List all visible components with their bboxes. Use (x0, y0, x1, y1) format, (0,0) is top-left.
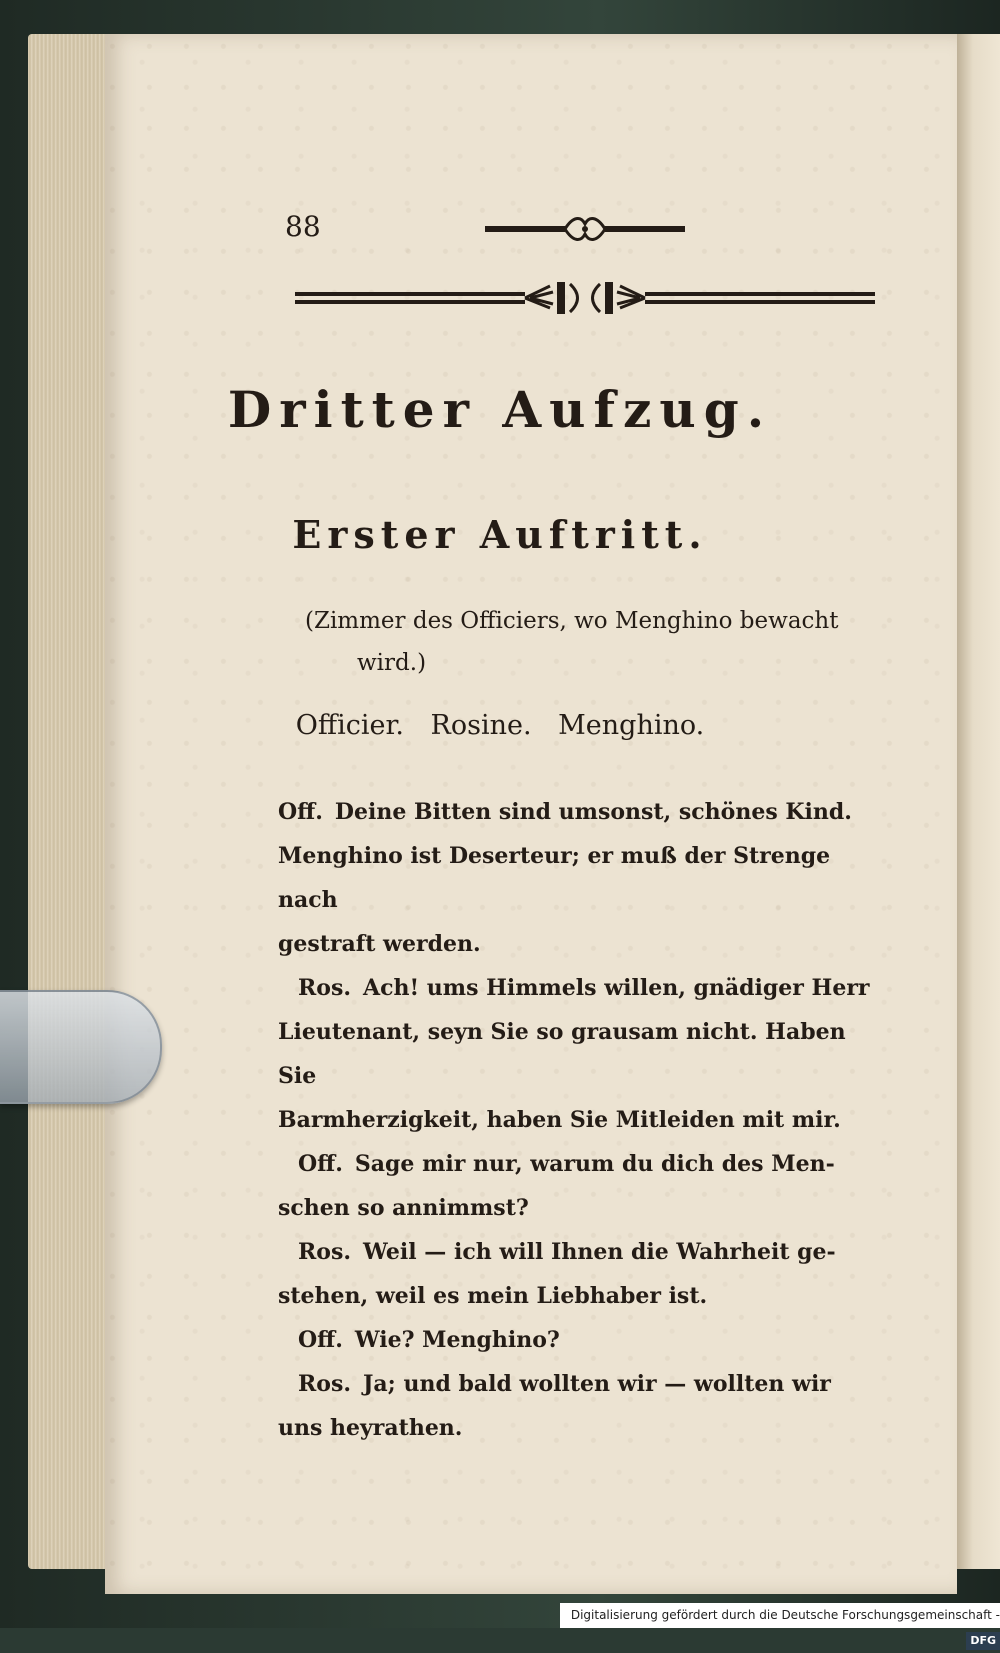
dialogue-text: Ach! ums Himmels willen, gnädiger Herr (363, 975, 870, 1001)
dfg-logo: DFG (966, 1632, 1000, 1650)
dialogue-line (278, 966, 878, 1010)
dialogue-line: stehen, weil es mein Liebhaber ist. (278, 1283, 708, 1309)
stage-direction (305, 600, 895, 684)
dialogue-line: gestraft werden. (278, 931, 481, 957)
speaker-name: Ros. (298, 1371, 352, 1397)
stage-direction-line: wird.) (357, 650, 427, 676)
dialogue-text: Ja; und bald wollten wir — wollten wir (363, 1371, 831, 1397)
speaker-name: Off. (298, 1327, 343, 1353)
speaker-name: Off. (298, 1151, 343, 1177)
dialogue-line (278, 1362, 878, 1406)
dialogue-line: uns heyrathen. (278, 1415, 463, 1441)
character-list: Officier. Rosine. Menghino. (295, 710, 705, 741)
dialogue-line (278, 1142, 878, 1186)
speaker-name: Off. (278, 799, 323, 825)
funding-footer (560, 1603, 1000, 1647)
speaker-name: Ros. (298, 975, 352, 1001)
dialogue-text: Weil — ich will Ihnen die Wahrheit ge- (363, 1239, 836, 1265)
speaker-name: Ros. (298, 1239, 352, 1265)
act-title: Dritter Aufzug. (227, 380, 773, 439)
stage-direction-line: (Zimmer des Officiers, wo Menghino bewacht (305, 608, 839, 634)
dialogue-line: Menghino ist Deserteur; er muß der Strenge nach (278, 843, 831, 913)
large-ornament (295, 278, 875, 318)
dialogue-line: Barmherzigkeit, haben Sie Mitleiden mit mir. (278, 1107, 841, 1133)
dialogue-line (278, 1318, 878, 1362)
footer-text: Digitalisierung gefördert durch die Deutsche Forschungsgemeinschaft - (570, 1608, 1000, 1622)
scene-title: Erster Auftritt. (292, 512, 708, 557)
dialogue-line: Lieutenant, seyn Sie so grausam nicht. Haben Sie (278, 1019, 846, 1089)
dialogue-text: Sage mir nur, warum du dich des Men- (354, 1151, 835, 1177)
page-number: 88 (285, 210, 321, 243)
dialogue-line (278, 1230, 878, 1274)
page-clip-holder (0, 990, 162, 1104)
dialogue-line: schen so annimmst? (278, 1195, 529, 1221)
facing-page-edge (955, 34, 1000, 1569)
small-ornament (485, 212, 685, 246)
dialogue-text: Wie? Menghino? (354, 1327, 560, 1353)
dialogue-block (278, 790, 878, 1450)
dialogue-text: Deine Bitten sind umsonst, schönes Kind. (334, 799, 852, 825)
dialogue-line (278, 790, 878, 834)
